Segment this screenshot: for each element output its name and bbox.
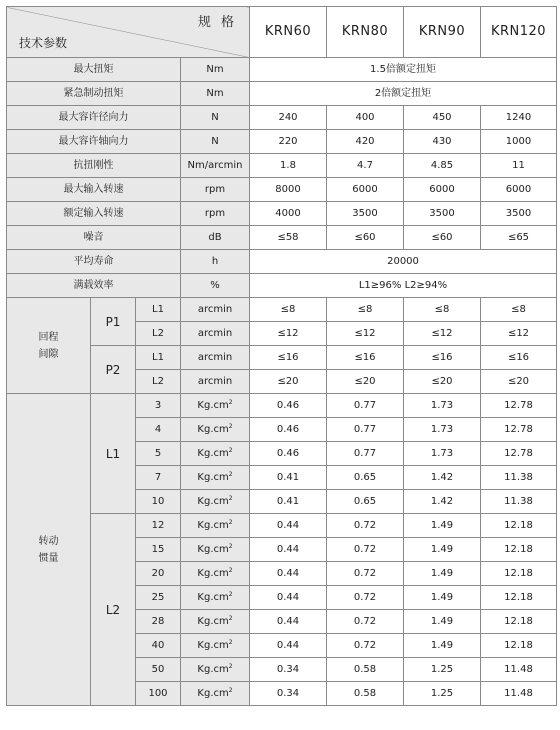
param-unit: rpm <box>181 178 250 202</box>
param-unit: Nm <box>181 58 250 82</box>
inertia-label <box>7 394 91 706</box>
value-cell: 1.49 <box>404 586 481 610</box>
value-cell: 0.77 <box>327 394 404 418</box>
ratio-cell: 3 <box>136 394 181 418</box>
param-name: 最大输入转速 <box>7 178 181 202</box>
value-cell: 3500 <box>481 202 557 226</box>
value-cell: 12.78 <box>481 442 557 466</box>
value-cell: 12.18 <box>481 514 557 538</box>
value-cell: 6000 <box>327 178 404 202</box>
value-cell: 0.72 <box>327 610 404 634</box>
unit-exponent: 2 <box>228 638 233 646</box>
inertia-label-line: 转动 <box>38 535 59 547</box>
value-cell: 1.49 <box>404 514 481 538</box>
ratio-cell: 20 <box>136 562 181 586</box>
value-cell: 400 <box>327 106 404 130</box>
value-cell: 11.38 <box>481 466 557 490</box>
param-unit: Nm/arcmin <box>181 154 250 178</box>
table-row <box>7 82 557 106</box>
value-cell: 0.58 <box>327 682 404 706</box>
backlash-label-line: 回程 <box>38 331 59 343</box>
unit-base: Kg.cm <box>197 495 229 507</box>
param-name: 平均寿命 <box>7 250 181 274</box>
backlash-label-line: 间隙 <box>38 348 59 360</box>
value-cell: ≤20 <box>481 370 557 394</box>
ratio-cell: 12 <box>136 514 181 538</box>
backlash-section <box>7 298 557 394</box>
ratio-cell: 5 <box>136 442 181 466</box>
unit-cell: arcmin <box>181 370 250 394</box>
value-cell: 11 <box>481 154 557 178</box>
value-cell: 4.7 <box>327 154 404 178</box>
value-cell: 0.44 <box>250 514 327 538</box>
stage-cell: L1 <box>136 346 181 370</box>
value-cell: ≤20 <box>327 370 404 394</box>
value-cell: 1.73 <box>404 442 481 466</box>
ratio-cell: 25 <box>136 586 181 610</box>
value-cell: ≤16 <box>404 346 481 370</box>
unit-base: Kg.cm <box>197 519 229 531</box>
value-cell: 0.72 <box>327 634 404 658</box>
unit-base: Kg.cm <box>197 615 229 627</box>
value-cell: 0.58 <box>327 658 404 682</box>
value-cell: 11.38 <box>481 490 557 514</box>
value-cell: ≤16 <box>250 346 327 370</box>
value-cell: 3500 <box>404 202 481 226</box>
value-cell: ≤60 <box>404 226 481 250</box>
value-cell: 0.72 <box>327 514 404 538</box>
unit-cell: arcmin <box>181 322 250 346</box>
param-unit: N <box>181 130 250 154</box>
value-cell: 0.77 <box>327 442 404 466</box>
value-cell: 240 <box>250 106 327 130</box>
inertia-section <box>7 394 557 706</box>
ratio-cell: 10 <box>136 490 181 514</box>
param-name: 最大容许径向力 <box>7 106 181 130</box>
unit-base: Kg.cm <box>197 543 229 555</box>
value-cell: ≤20 <box>404 370 481 394</box>
param-unit: h <box>181 250 250 274</box>
ratio-cell: 50 <box>136 658 181 682</box>
value-cell: ≤16 <box>481 346 557 370</box>
value-cell: 8000 <box>250 178 327 202</box>
unit-base: Kg.cm <box>197 567 229 579</box>
model-header: KRN60 <box>250 7 327 58</box>
inertia-group: L1 <box>91 394 136 514</box>
value-cell: 1.25 <box>404 682 481 706</box>
value-cell: 0.41 <box>250 466 327 490</box>
value-cell: 6000 <box>481 178 557 202</box>
value-cell: ≤8 <box>250 298 327 322</box>
model-header: KRN120 <box>481 7 557 58</box>
value-cell: 220 <box>250 130 327 154</box>
value-cell: 1240 <box>481 106 557 130</box>
value-cell: 0.44 <box>250 634 327 658</box>
table-row <box>7 226 557 250</box>
unit-cell <box>181 514 250 538</box>
merged-value: 2倍额定扭矩 <box>250 82 557 106</box>
value-cell: 12.18 <box>481 610 557 634</box>
merged-value: 20000 <box>250 250 557 274</box>
value-cell: 0.41 <box>250 490 327 514</box>
value-cell: 1.73 <box>404 418 481 442</box>
unit-base: Kg.cm <box>197 471 229 483</box>
unit-exponent: 2 <box>228 566 233 574</box>
table-row <box>7 202 557 226</box>
value-cell: ≤20 <box>250 370 327 394</box>
value-cell: 6000 <box>404 178 481 202</box>
param-unit: % <box>181 274 250 298</box>
param-unit: dB <box>181 226 250 250</box>
unit-cell <box>181 418 250 442</box>
value-cell: 1.73 <box>404 394 481 418</box>
value-cell: 0.72 <box>327 562 404 586</box>
stage-cell: L1 <box>136 298 181 322</box>
unit-exponent: 2 <box>228 662 233 670</box>
unit-cell: arcmin <box>181 298 250 322</box>
value-cell: 12.18 <box>481 538 557 562</box>
unit-exponent: 2 <box>228 446 233 454</box>
value-cell: ≤60 <box>327 226 404 250</box>
value-cell: 0.77 <box>327 418 404 442</box>
unit-base: Kg.cm <box>197 591 229 603</box>
value-cell: 450 <box>404 106 481 130</box>
table-row <box>7 298 557 322</box>
value-cell: 1.8 <box>250 154 327 178</box>
param-name: 紧急制动扭矩 <box>7 82 181 106</box>
value-cell: ≤12 <box>250 322 327 346</box>
value-cell: 12.18 <box>481 634 557 658</box>
value-cell: 0.46 <box>250 394 327 418</box>
unit-cell <box>181 634 250 658</box>
table-row <box>7 250 557 274</box>
unit-base: Kg.cm <box>197 663 229 675</box>
spec-label: 规 格 <box>197 15 237 30</box>
value-cell: 0.44 <box>250 538 327 562</box>
table-row <box>7 130 557 154</box>
spec-table <box>6 6 557 706</box>
value-cell: 1.49 <box>404 562 481 586</box>
merged-value: L1≥96% L2≥94% <box>250 274 557 298</box>
ratio-cell: 4 <box>136 418 181 442</box>
unit-base: Kg.cm <box>197 639 229 651</box>
value-cell: 0.72 <box>327 586 404 610</box>
value-cell: 0.44 <box>250 586 327 610</box>
value-cell: 0.34 <box>250 682 327 706</box>
param-name: 满载效率 <box>7 274 181 298</box>
value-cell: ≤12 <box>327 322 404 346</box>
param-name: 抗扭刚性 <box>7 154 181 178</box>
unit-cell <box>181 610 250 634</box>
unit-cell <box>181 442 250 466</box>
param-name: 最大扭矩 <box>7 58 181 82</box>
value-cell: 1.49 <box>404 634 481 658</box>
stage-cell: L2 <box>136 370 181 394</box>
value-cell: 3500 <box>327 202 404 226</box>
ratio-cell: 7 <box>136 466 181 490</box>
table-row <box>7 154 557 178</box>
unit-exponent: 2 <box>228 422 233 430</box>
stage-cell: L2 <box>136 322 181 346</box>
value-cell: 0.65 <box>327 490 404 514</box>
param-unit: N <box>181 106 250 130</box>
unit-exponent: 2 <box>228 590 233 598</box>
unit-cell <box>181 490 250 514</box>
param-name: 噪音 <box>7 226 181 250</box>
value-cell: 4.85 <box>404 154 481 178</box>
value-cell: 4000 <box>250 202 327 226</box>
value-cell: 0.44 <box>250 610 327 634</box>
value-cell: 12.18 <box>481 586 557 610</box>
inertia-label-line: 惯量 <box>38 552 59 564</box>
unit-base: Kg.cm <box>197 423 229 435</box>
value-cell: 1.49 <box>404 610 481 634</box>
backlash-group: P1 <box>91 298 136 346</box>
value-cell: 12.18 <box>481 562 557 586</box>
table-row <box>7 178 557 202</box>
value-cell: ≤58 <box>250 226 327 250</box>
value-cell: 11.48 <box>481 682 557 706</box>
unit-exponent: 2 <box>228 614 233 622</box>
value-cell: ≤12 <box>404 322 481 346</box>
value-cell: ≤65 <box>481 226 557 250</box>
unit-cell: arcmin <box>181 346 250 370</box>
value-cell: 1.42 <box>404 466 481 490</box>
inertia-group: L2 <box>91 514 136 706</box>
value-cell: 0.65 <box>327 466 404 490</box>
value-cell: 1.42 <box>404 490 481 514</box>
unit-exponent: 2 <box>228 470 233 478</box>
unit-cell <box>181 562 250 586</box>
value-cell: ≤8 <box>327 298 404 322</box>
value-cell: 0.46 <box>250 442 327 466</box>
value-cell: 11.48 <box>481 658 557 682</box>
value-cell: 12.78 <box>481 418 557 442</box>
value-cell: 420 <box>327 130 404 154</box>
table-row <box>7 58 557 82</box>
value-cell: 12.78 <box>481 394 557 418</box>
unit-exponent: 2 <box>228 494 233 502</box>
ratio-cell: 15 <box>136 538 181 562</box>
value-cell: 0.44 <box>250 562 327 586</box>
value-cell: 0.34 <box>250 658 327 682</box>
ratio-cell: 28 <box>136 610 181 634</box>
param-name: 最大容许轴向力 <box>7 130 181 154</box>
unit-cell <box>181 682 250 706</box>
param-name: 额定输入转速 <box>7 202 181 226</box>
unit-exponent: 2 <box>228 542 233 550</box>
tech-param-label: 技术参数 <box>19 36 68 50</box>
backlash-group: P2 <box>91 346 136 394</box>
parameter-rows <box>7 58 557 298</box>
model-header: KRN80 <box>327 7 404 58</box>
table-row <box>7 274 557 298</box>
value-cell: 1.49 <box>404 538 481 562</box>
value-cell: 1.25 <box>404 658 481 682</box>
backlash-label <box>7 298 91 394</box>
model-header: KRN90 <box>404 7 481 58</box>
header-corner-cell <box>7 7 250 58</box>
value-cell: 430 <box>404 130 481 154</box>
param-unit: Nm <box>181 82 250 106</box>
value-cell: ≤12 <box>481 322 557 346</box>
unit-exponent: 2 <box>228 398 233 406</box>
value-cell: 1000 <box>481 130 557 154</box>
value-cell: ≤8 <box>481 298 557 322</box>
value-cell: ≤8 <box>404 298 481 322</box>
unit-cell <box>181 586 250 610</box>
param-unit: rpm <box>181 202 250 226</box>
unit-cell <box>181 466 250 490</box>
unit-base: Kg.cm <box>197 399 229 411</box>
value-cell: 0.72 <box>327 538 404 562</box>
ratio-cell: 100 <box>136 682 181 706</box>
value-cell: 0.46 <box>250 418 327 442</box>
unit-exponent: 2 <box>228 518 233 526</box>
value-cell: ≤16 <box>327 346 404 370</box>
header-row <box>7 7 557 58</box>
unit-base: Kg.cm <box>197 687 229 699</box>
table-row <box>7 394 557 418</box>
unit-cell <box>181 658 250 682</box>
table-row <box>7 106 557 130</box>
merged-value: 1.5倍额定扭矩 <box>250 58 557 82</box>
unit-cell <box>181 394 250 418</box>
unit-cell <box>181 538 250 562</box>
unit-base: Kg.cm <box>197 447 229 459</box>
ratio-cell: 40 <box>136 634 181 658</box>
unit-exponent: 2 <box>228 686 233 694</box>
